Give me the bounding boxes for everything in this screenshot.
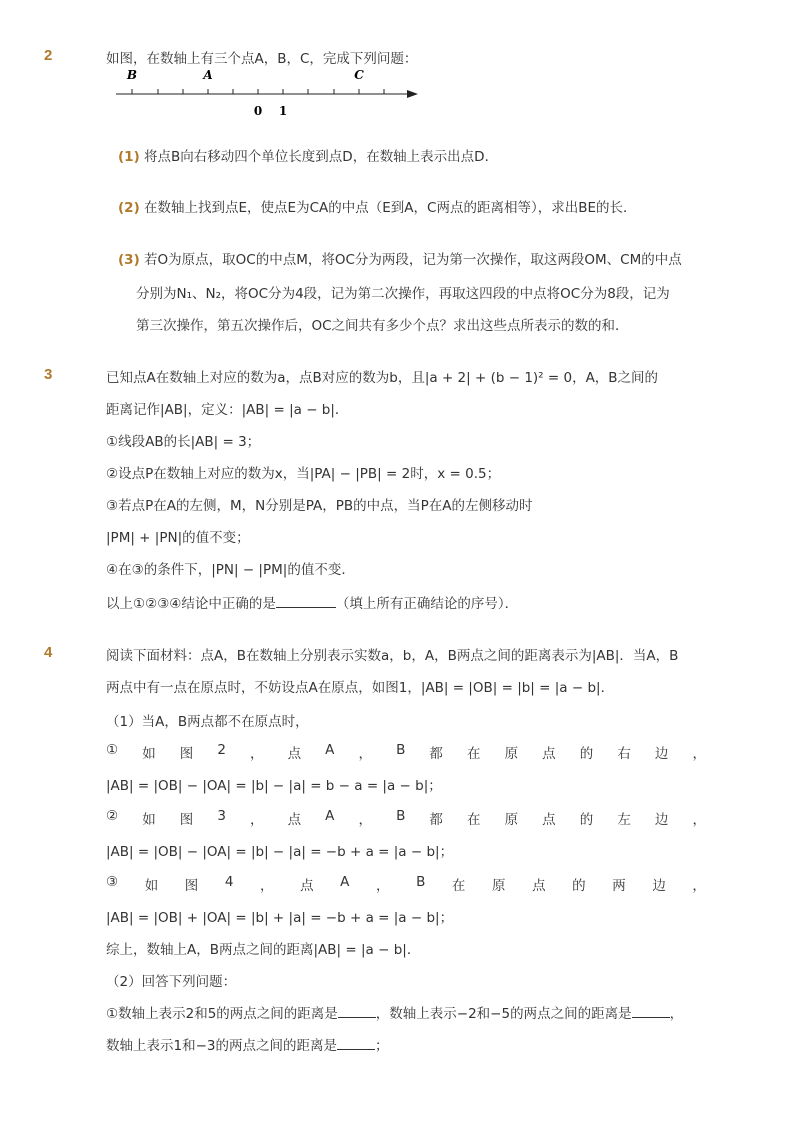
sub-question-text: 若O为原点，取OC的中点M，将OC分为两段，记为第一次操作，取这两段OM、CM的中点: [144, 252, 682, 268]
part-2-heading: （2）回答下列问题：: [106, 974, 237, 990]
question-number: 4: [44, 644, 53, 661]
case-3-line: ③ 如 图 4 ， 点 A ， B 在 原 点 的 两 边 ，: [106, 874, 706, 894]
sub-question-1: [118, 145, 498, 165]
question-number: 3: [44, 366, 53, 383]
axis-arrow: [407, 90, 418, 98]
question-line: 两点中有一点在原点时，不妨设点A在原点，如图1，|AB| = |OB| = |b| = |a − b|．: [106, 680, 615, 696]
question-line: 已知点A在数轴上对应的数为a，点B对应的数为b，且|a + 2| + (b − 1)² = 0，A，B之间的: [106, 370, 659, 386]
question-number: 2: [44, 47, 53, 64]
case-2-line: ② 如 图 3 ， 点 A ， B 都 在 原 点 的 左 边 ，: [106, 808, 706, 828]
sub-question-number: (1): [118, 149, 140, 165]
answer-blank[interactable]: [632, 1005, 670, 1018]
axis-label-a: A: [203, 68, 213, 82]
sub-question-number: (2): [118, 200, 140, 216]
sub-question-number: (3): [118, 252, 140, 268]
sub-question-3: [118, 248, 682, 268]
case-2-formula: |AB| = |OB| − |OA| = |b| − |a| = −b + a = |a − b|；: [106, 844, 454, 860]
axis-label-c: C: [354, 68, 364, 82]
part-1-heading: （1）当A，B两点都不在原点时，: [106, 714, 309, 730]
answer-line: [106, 592, 716, 612]
sub-question-2: [118, 196, 636, 216]
summary-line: 综上，数轴上A，B两点之间的距离|AB| = |a − b|．: [106, 942, 421, 958]
answer-blank[interactable]: [338, 1005, 376, 1018]
sub-question-text-line: 分别为N₁、N₂，将OC分为4段，记为第二次操作，再取这四段的中点将OC分为8段，记为: [136, 286, 670, 302]
case-1-line: ① 如 图 2 ， 点 A ， B 都 在 原 点 的 右 边 ，: [106, 742, 706, 762]
case-1-formula: |AB| = |OB| − |OA| = |b| − |a| = b − a = |a − b|；: [106, 778, 442, 794]
statement-3: ③若点P在A的左侧，M，N分别是PA，PB的中点，当P在A的左侧移动时: [106, 498, 533, 514]
answer-hint: （填上所有正确结论的序号）．: [335, 596, 519, 612]
statement-4: ④在③的条件下，|PN| − |PM|的值不变．: [106, 562, 355, 578]
question-stem: 如图，在数轴上有三个点A，B，C，完成下列问题：: [106, 51, 418, 67]
number-line-figure: [110, 64, 430, 122]
answer-blank[interactable]: [337, 1037, 375, 1050]
answer-prompt: 以上①②③④结论中正确的是: [106, 596, 276, 612]
sub-question-text-line: 第三次操作，第五次操作后，OC之间共有多少个点？求出这些点所表示的数的和．: [136, 318, 629, 334]
question-line: 阅读下面材料：点A，B在数轴上分别表示实数a，b，A，B两点之间的距离表示为|AB|．当A，B: [106, 648, 679, 664]
sub-question-text: 将点B向右移动四个单位长度到点D，在数轴上表示出点D．: [144, 149, 499, 165]
tick-label-zero: 0: [253, 104, 263, 118]
question-2-1-line-continued: 数轴上表示1和−3的两点之间的距离是 ；: [106, 1038, 389, 1054]
question-line: 距离记作|AB|，定义：|AB| = |a − b|．: [106, 402, 349, 418]
case-3-formula: |AB| = |OB| + |OA| = |b| + |a| = −b + a = |a − b|；: [106, 910, 454, 926]
statement-2: ②设点P在数轴上对应的数为x，当|PA| − |PB| = 2时，x = 0.5；: [106, 466, 501, 482]
question-2-1-line: ①数轴上表示2和5的两点之间的距离是 ，数轴上表示−2和−5的两点之间的距离是 ，: [106, 1006, 684, 1022]
answer-blank[interactable]: [276, 595, 336, 608]
statement-1: ①线段AB的长|AB| = 3；: [106, 434, 261, 450]
sub-question-text: 在数轴上找到点E，使点E为CA的中点（E到A，C两点的距离相等），求出BE的长．: [144, 200, 637, 216]
axis-label-b: B: [126, 68, 138, 82]
statement-3-continued: |PM| + |PN|的值不变；: [106, 530, 250, 546]
axis-ticks: [132, 89, 384, 94]
tick-label-one: 1: [278, 104, 288, 118]
